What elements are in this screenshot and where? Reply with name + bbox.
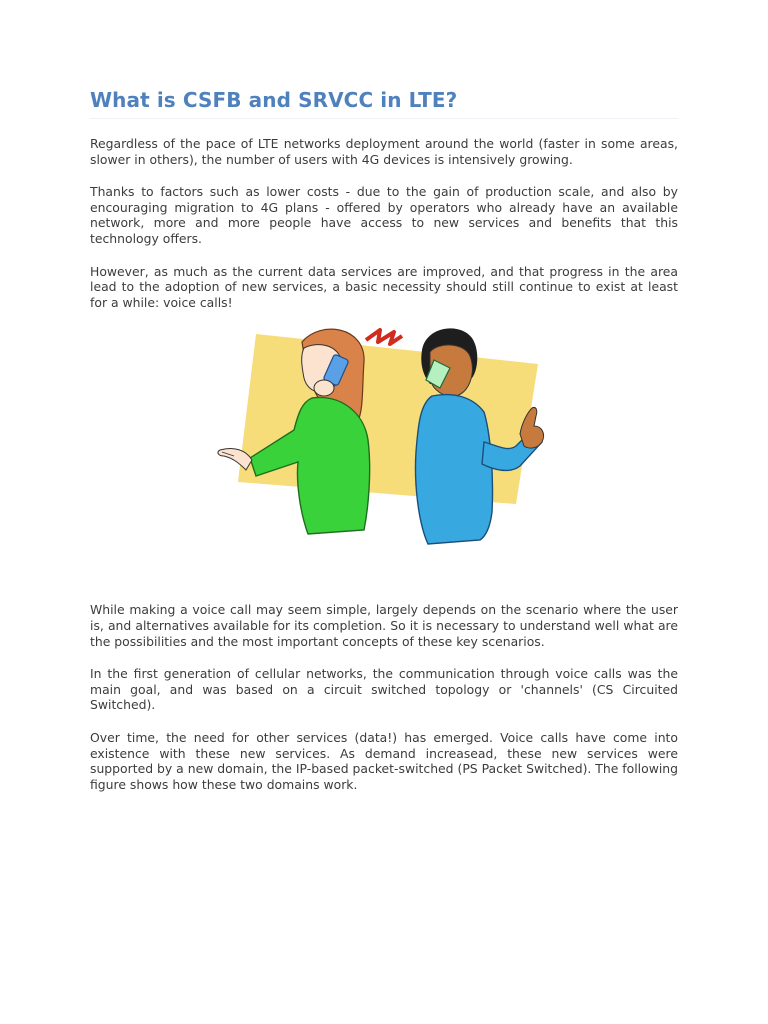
paragraph-4: While making a voice call may seem simple, largely depends on the scenario where the user is, and alternatives available for its completion. So it is necessary to understand well what are the possibilities and the most important concepts of these key scenarios. — [90, 602, 678, 649]
paragraph-5: In the first generation of cellular networks, the communication through voice calls was the main goal, and was based on a circuit switched topology or 'channels' (CS Circuited Switched). — [90, 666, 678, 713]
paragraph-2: Thanks to factors such as lower costs - due to the gain of production scale, and also by encouraging migration to 4G plans - offered by operators who already have an available network, more and more people have access to new services and benefits that this technology offers. — [90, 184, 678, 246]
phone-call-illustration — [216, 322, 556, 554]
paragraph-3: However, as much as the current data services are improved, and that progress in the area lead to the adoption of new services, a basic necessity should still continue to exist at least for a while: voice calls! — [90, 263, 678, 310]
page-title: What is CSFB and SRVCC in LTE? — [90, 88, 678, 119]
paragraph-6: Over time, the need for other services (data!) has emerged. Voice calls have come into existence with these new services. As demand increasead, these new services were supported by a new domain, the IP-based packet-switched (PS Packet Switched). The following figure shows how these two domains work. — [90, 729, 678, 792]
paragraph-1: Regardless of the pace of LTE networks deployment around the world (faster in some areas, slower in others), the number of users with 4G devices is intensively growing. — [90, 136, 678, 167]
document-page — [90, 88, 678, 792]
signal-zigzag-icon — [366, 330, 402, 344]
